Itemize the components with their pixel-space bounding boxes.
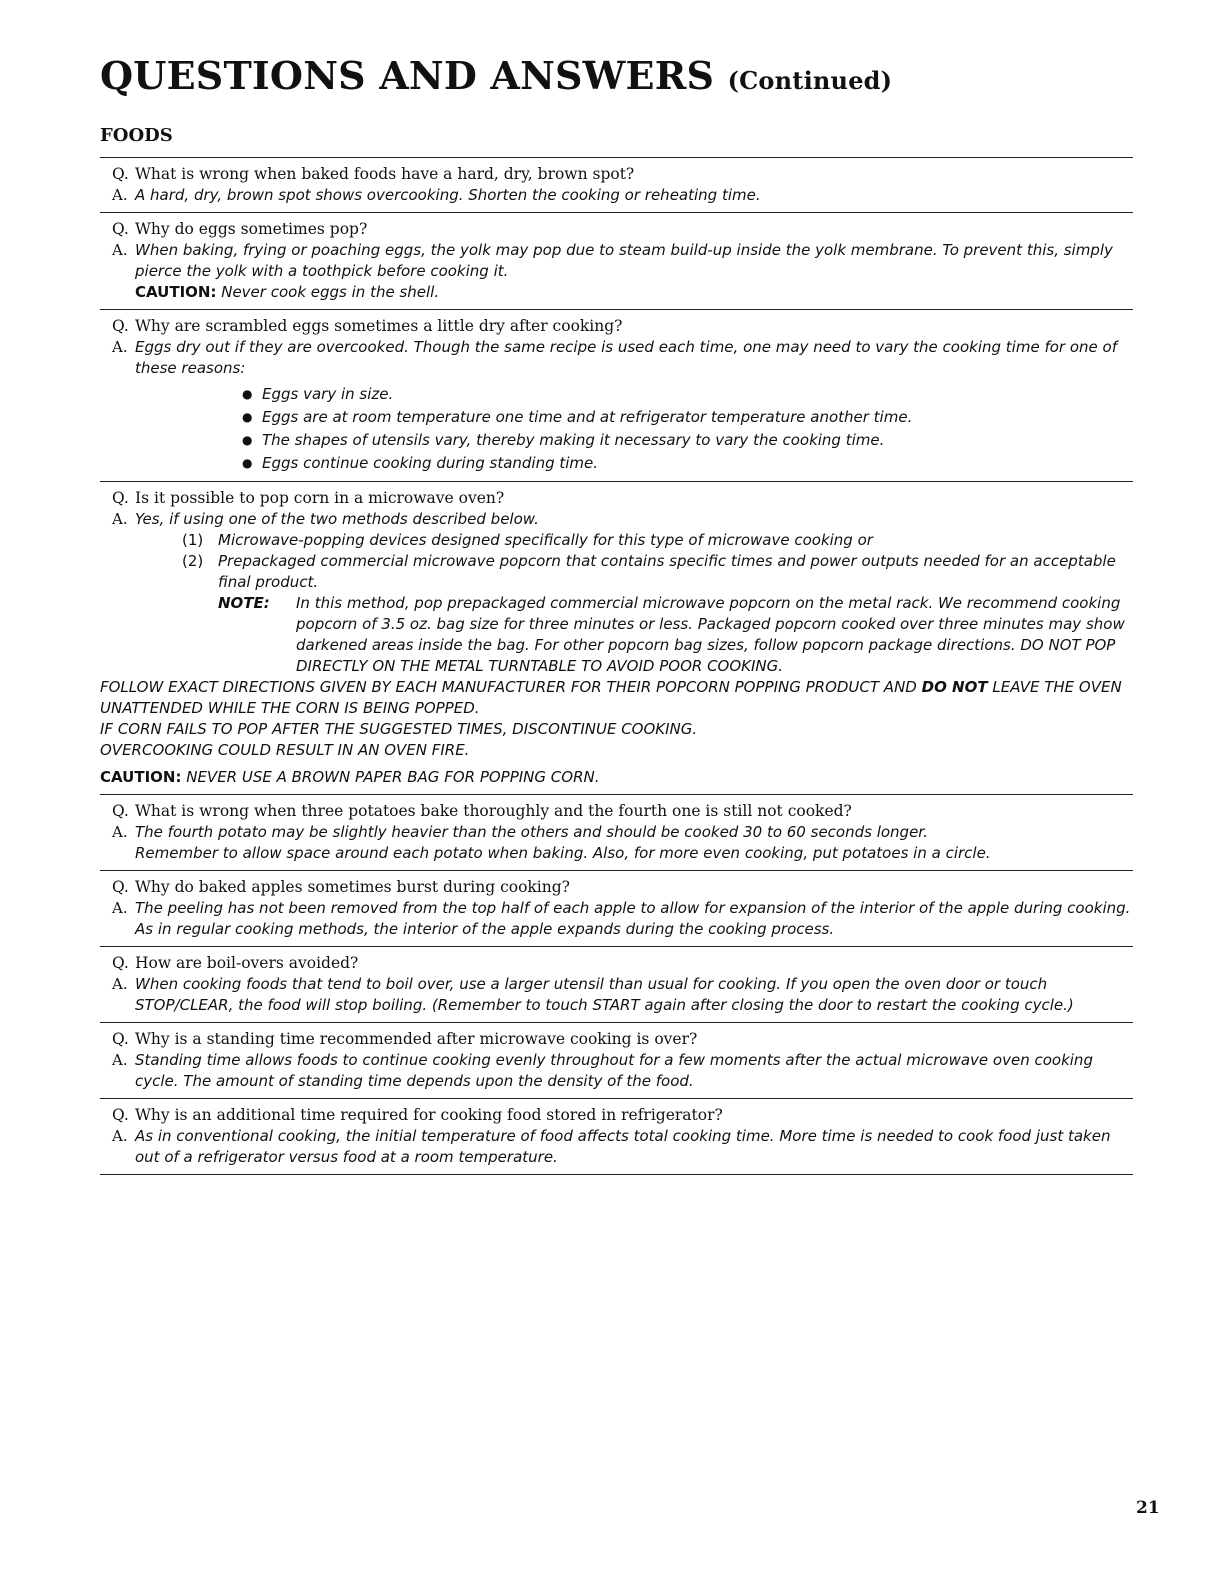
methods-list	[112, 530, 1133, 593]
list-item: ● Eggs vary in size.	[242, 383, 1133, 406]
qa-item	[100, 310, 1133, 481]
divider	[100, 1174, 1133, 1175]
qa-item	[100, 1023, 1133, 1098]
qa-item	[100, 871, 1133, 946]
warning-text: IF CORN FAILS TO POP AFTER THE SUGGESTED TIMES, DISCONTINUE COOKING.	[100, 720, 698, 738]
title-suffix: (Continued)	[727, 66, 893, 95]
list-item: ● The shapes of utensils vary, thereby making it necessary to vary the cooking time.	[242, 429, 1133, 452]
qa-item	[100, 1099, 1133, 1174]
question: Q. Why do baked apples sometimes burst during cooking?	[112, 878, 570, 896]
answer: A. Eggs dry out if they are overcooked. Though the same recipe is used each time, one may need to vary the cooking time for one of these reasons:	[112, 338, 1117, 377]
answer-continued: Remember to allow space around each potato when baking. Also, for more even cooking, put potatoes in a circle.	[135, 844, 991, 862]
list-item: (1) Microwave-popping devices designed specifically for this type of microwave cooking or	[182, 531, 873, 549]
page-title	[100, 54, 1133, 103]
list-item: ● Eggs continue cooking during standing time.	[242, 452, 1133, 475]
section-heading: FOODS	[100, 125, 173, 146]
answer: A. When baking, frying or poaching eggs, the yolk may pop due to steam build-up inside the yolk membrane. To prevent this, simply pierce the yolk with a toothpick before cooking it.	[112, 241, 1113, 280]
qa-item	[100, 795, 1133, 870]
popcorn-note: NOTE: In this method, pop prepackaged commercial microwave popcorn on the metal rack. We recommend cooking popcorn of 3.5 oz. bag size for three minutes or less. Packaged popcorn cooked over three minutes may show darkened areas inside the bag. For other popcorn bag sizes, follow popcorn package directions. DO NOT POP DIRECTLY ON THE METAL TURNTABLE TO AVOID POOR COOKING.	[218, 594, 1125, 675]
answer: A. The peeling has not been removed from the top half of each apple to allow for expansion of the interior of the apple during cooking. As in regular cooking methods, the interior of the apple expands during the cooking process.	[112, 899, 1131, 938]
question: Q. Is it possible to pop corn in a microwave oven?	[112, 489, 505, 507]
warning-text: OVERCOOKING COULD RESULT IN AN OVEN FIRE.	[100, 741, 470, 759]
answer: A. The fourth potato may be slightly heavier than the others and should be cooked 30 to 60 seconds longer.	[112, 823, 928, 841]
reasons-list	[112, 383, 1133, 475]
answer: A. Standing time allows foods to continue cooking evenly throughout for a few moments after the actual microwave oven cooking cycle. The amount of standing time depends upon the density of the food.	[112, 1051, 1093, 1090]
answer: A. A hard, dry, brown spot shows overcooking. Shorten the cooking or reheating time.	[112, 186, 761, 204]
question: Q. Why do eggs sometimes pop?	[112, 220, 368, 238]
answer: A. As in conventional cooking, the initial temperature of food affects total cooking time. More time is needed to cook food just taken out of a refrigerator versus food at a room temperature.	[112, 1127, 1111, 1166]
qa-item	[100, 947, 1133, 1022]
qa-item	[100, 158, 1133, 212]
list-item: ● Eggs are at room temperature one time and at refrigerator temperature another time.	[242, 406, 1133, 429]
page-content	[100, 40, 1133, 1175]
question: Q. What is wrong when three potatoes bake thoroughly and the fourth one is still not cooked?	[112, 802, 852, 820]
page-number: 21	[1136, 1498, 1160, 1518]
caution-note: CAUTION: Never cook eggs in the shell.	[135, 283, 440, 301]
answer: A. When cooking foods that tend to boil over, use a larger utensil than usual for cooking. If you open the oven door or touch STOP/CLEAR, the food will stop boiling. (Remember to touch START again after closing the door to restart the cooking cycle.)	[112, 975, 1074, 1014]
list-item: (2) Prepackaged commercial microwave popcorn that contains specific times and power outputs needed for an acceptable final product.	[182, 552, 1116, 591]
qa-item	[100, 213, 1133, 309]
caution-note: CAUTION: NEVER USE A BROWN PAPER BAG FOR POPPING CORN.	[100, 768, 600, 786]
warning-text: FOLLOW EXACT DIRECTIONS GIVEN BY EACH MANUFACTURER FOR THEIR POPCORN POPPING PRODUCT AND DO NOT LEAVE THE OVEN UNATTENDED WHILE THE CORN IS BEING POPPED.	[100, 678, 1122, 717]
qa-item	[100, 482, 1133, 794]
question: Q. Why is a standing time recommended after microwave cooking is over?	[112, 1030, 698, 1048]
question: Q. How are boil-overs avoided?	[112, 954, 359, 972]
answer: A. Yes, if using one of the two methods described below.	[112, 510, 539, 528]
question: Q. Why is an additional time required for cooking food stored in refrigerator?	[112, 1106, 723, 1124]
question: Q. Why are scrambled eggs sometimes a little dry after cooking?	[112, 317, 623, 335]
question: Q. What is wrong when baked foods have a hard, dry, brown spot?	[112, 165, 635, 183]
title-main: QUESTIONS AND ANSWERS	[100, 53, 715, 98]
